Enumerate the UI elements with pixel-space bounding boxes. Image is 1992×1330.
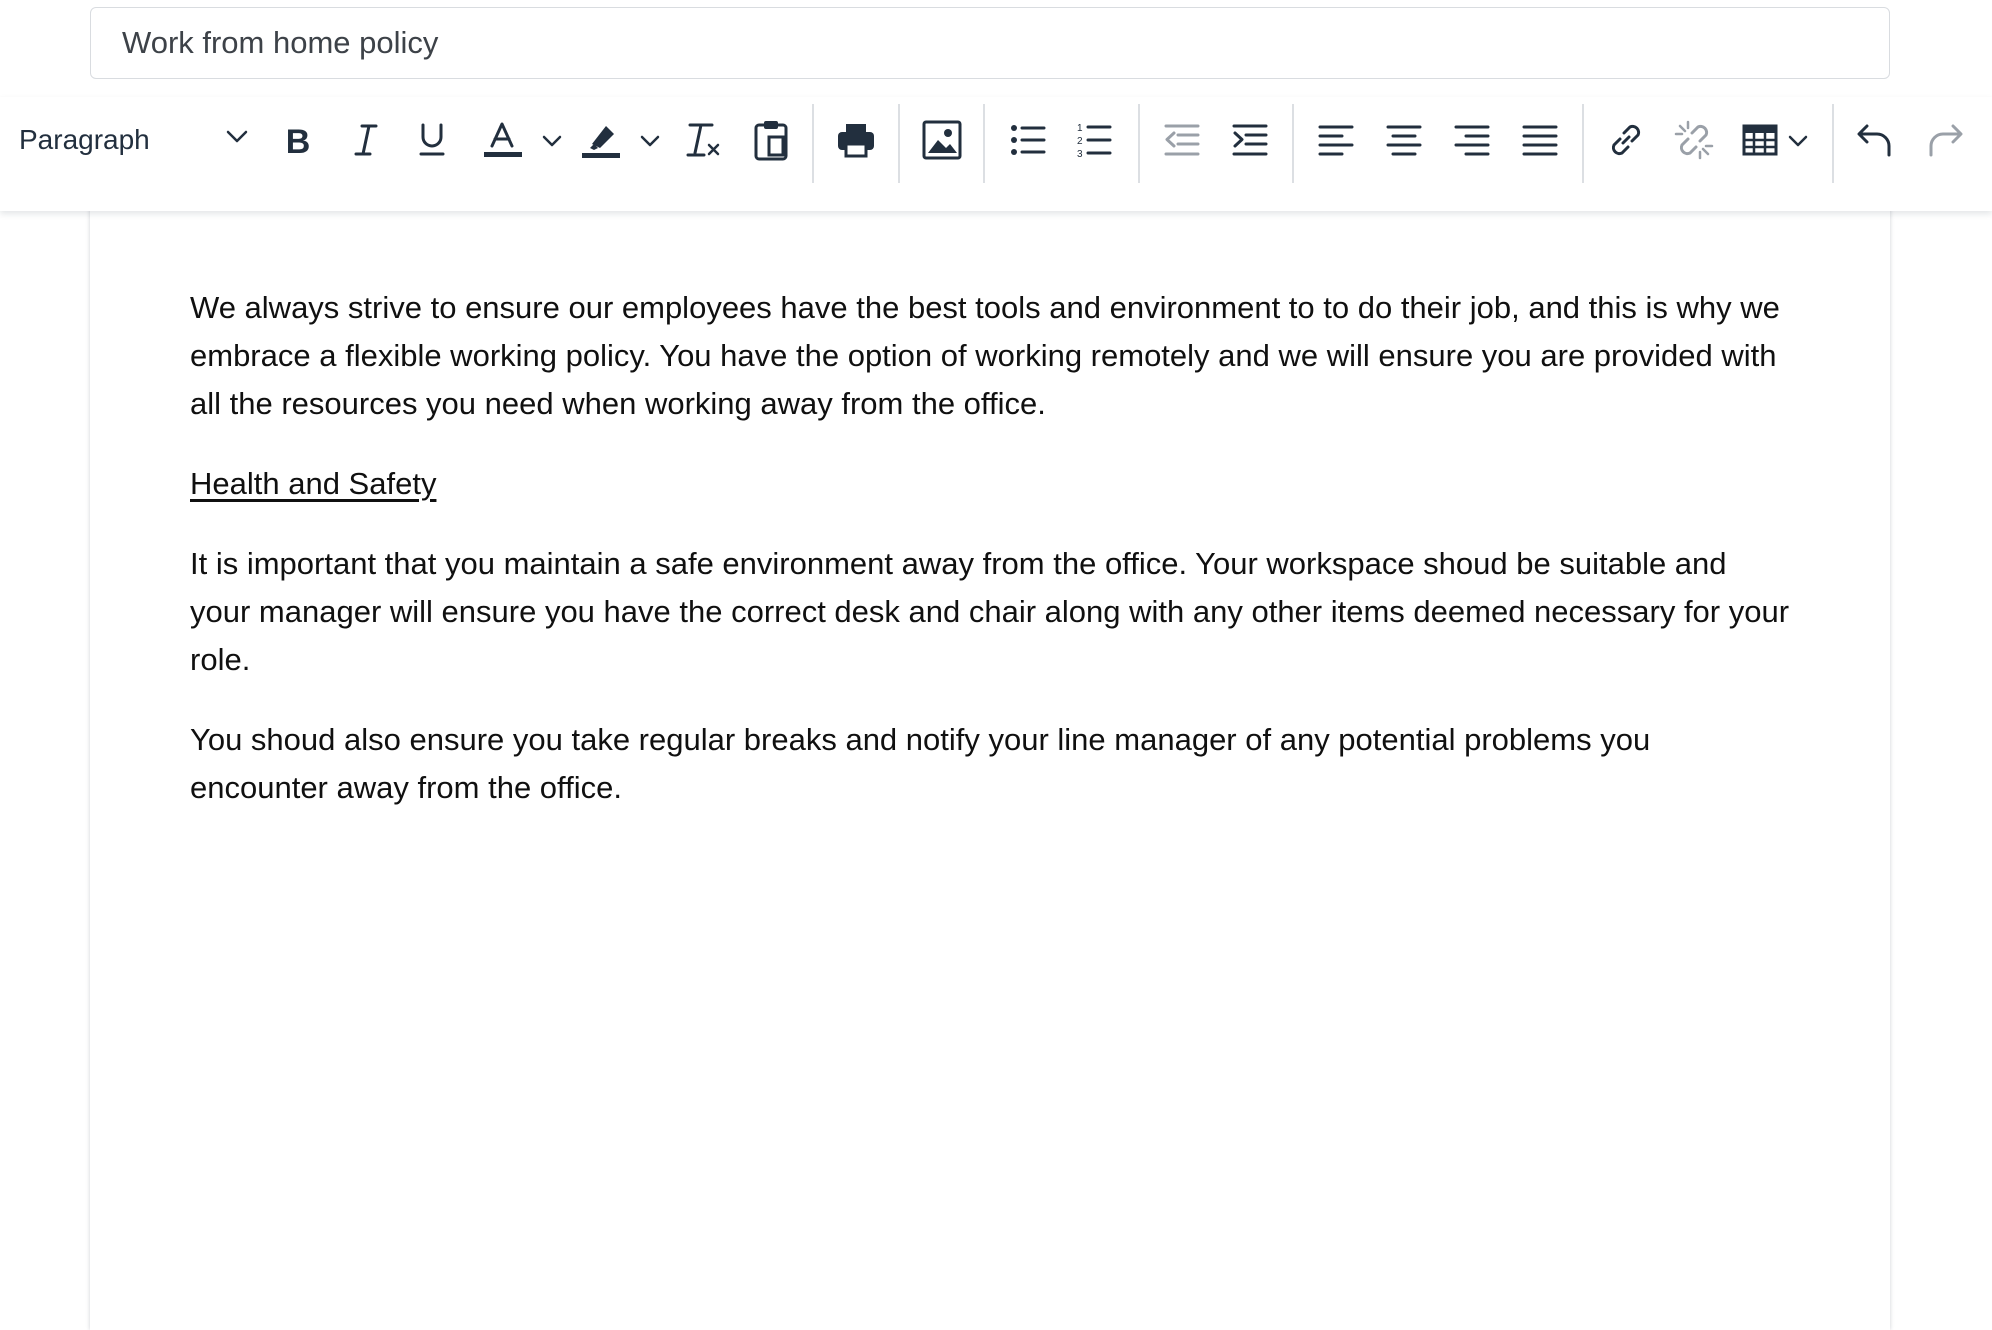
paragraph: You shoud also ensure you take regular breaks and notify your line manager of any potential problems you encounter away from the office.	[190, 722, 1651, 805]
bold-icon	[283, 123, 313, 157]
document-body[interactable]	[190, 284, 1790, 844]
align-center-icon	[1386, 124, 1422, 156]
text-color-button[interactable]	[474, 108, 568, 172]
underline-icon	[417, 122, 447, 158]
toolbar-separator	[1582, 104, 1584, 183]
italic-icon	[352, 123, 380, 157]
document-title-input[interactable]	[90, 7, 1890, 79]
printer-icon	[836, 122, 876, 158]
toolbar-separator	[1292, 104, 1294, 183]
table-button[interactable]	[1736, 108, 1812, 172]
paragraph: We always strive to ensure our employees have the best tools and environment to to do their job, and this is why we embrace a flexible working policy. You have the option of working remotely and we will ensure you are provided with all the resources you need when working away from the office.	[190, 290, 1780, 421]
chevron-down-icon	[226, 130, 248, 149]
block-format-dropdown[interactable]	[0, 108, 264, 172]
bullet-list-icon	[1010, 123, 1046, 157]
toolbar-separator	[983, 104, 985, 183]
align-right-icon	[1454, 124, 1490, 156]
redo-icon	[1927, 122, 1965, 158]
insert-link-button[interactable]	[1598, 108, 1654, 172]
chevron-down-icon	[1788, 135, 1808, 147]
align-left-icon	[1318, 124, 1354, 156]
outdent-button[interactable]	[1154, 108, 1210, 172]
block-format-label: Paragraph	[19, 124, 150, 155]
undo-button[interactable]	[1846, 108, 1902, 172]
paste-button[interactable]	[744, 108, 798, 172]
highlighter-icon	[582, 120, 622, 160]
svg-text:2: 2	[1077, 136, 1083, 147]
svg-text:1: 1	[1077, 123, 1083, 134]
text-color-icon	[484, 122, 524, 160]
clipboard-icon	[753, 119, 789, 161]
table-icon	[1742, 124, 1778, 156]
outdent-icon	[1164, 123, 1200, 157]
paragraph: It is important that you maintain a safe environment away from the office. Your workspace shoud be suitable and your manager will ensure you have the correct desk and chair along with any other items deemed necessary for your role.	[190, 546, 1790, 677]
clear-formatting-button[interactable]	[676, 108, 730, 172]
numbered-list-button[interactable]	[1066, 108, 1122, 172]
numbered-list-icon	[1076, 121, 1112, 159]
indent-icon	[1232, 123, 1268, 157]
indent-button[interactable]	[1222, 108, 1278, 172]
title-field-container	[90, 7, 1890, 79]
align-left-button[interactable]	[1308, 108, 1364, 172]
remove-format-icon	[684, 121, 722, 159]
toolbar-separator	[1138, 104, 1140, 183]
remove-link-button[interactable]	[1666, 108, 1722, 172]
undo-icon	[1855, 122, 1893, 158]
insert-image-button[interactable]	[914, 108, 970, 172]
image-icon	[922, 120, 962, 160]
align-justify-icon	[1522, 124, 1558, 156]
editor-toolbar	[0, 97, 1992, 211]
redo-button[interactable]	[1918, 108, 1974, 172]
svg-text:3: 3	[1077, 149, 1083, 159]
bold-button[interactable]	[272, 108, 324, 172]
unlink-icon	[1674, 120, 1714, 160]
underline-button[interactable]	[406, 108, 458, 172]
italic-button[interactable]	[340, 108, 392, 172]
align-right-button[interactable]	[1444, 108, 1500, 172]
toolbar-separator	[812, 104, 814, 183]
section-heading: Health and Safety	[190, 466, 437, 501]
align-center-button[interactable]	[1376, 108, 1432, 172]
svg-text:B: B	[285, 123, 311, 157]
chevron-down-icon	[640, 135, 660, 147]
bullet-list-button[interactable]	[1000, 108, 1056, 172]
link-icon	[1606, 120, 1646, 160]
align-justify-button[interactable]	[1512, 108, 1568, 172]
highlight-color-button[interactable]	[574, 108, 668, 172]
toolbar-separator	[1832, 104, 1834, 183]
toolbar-separator	[898, 104, 900, 183]
print-button[interactable]	[830, 108, 882, 172]
chevron-down-icon	[542, 135, 562, 147]
